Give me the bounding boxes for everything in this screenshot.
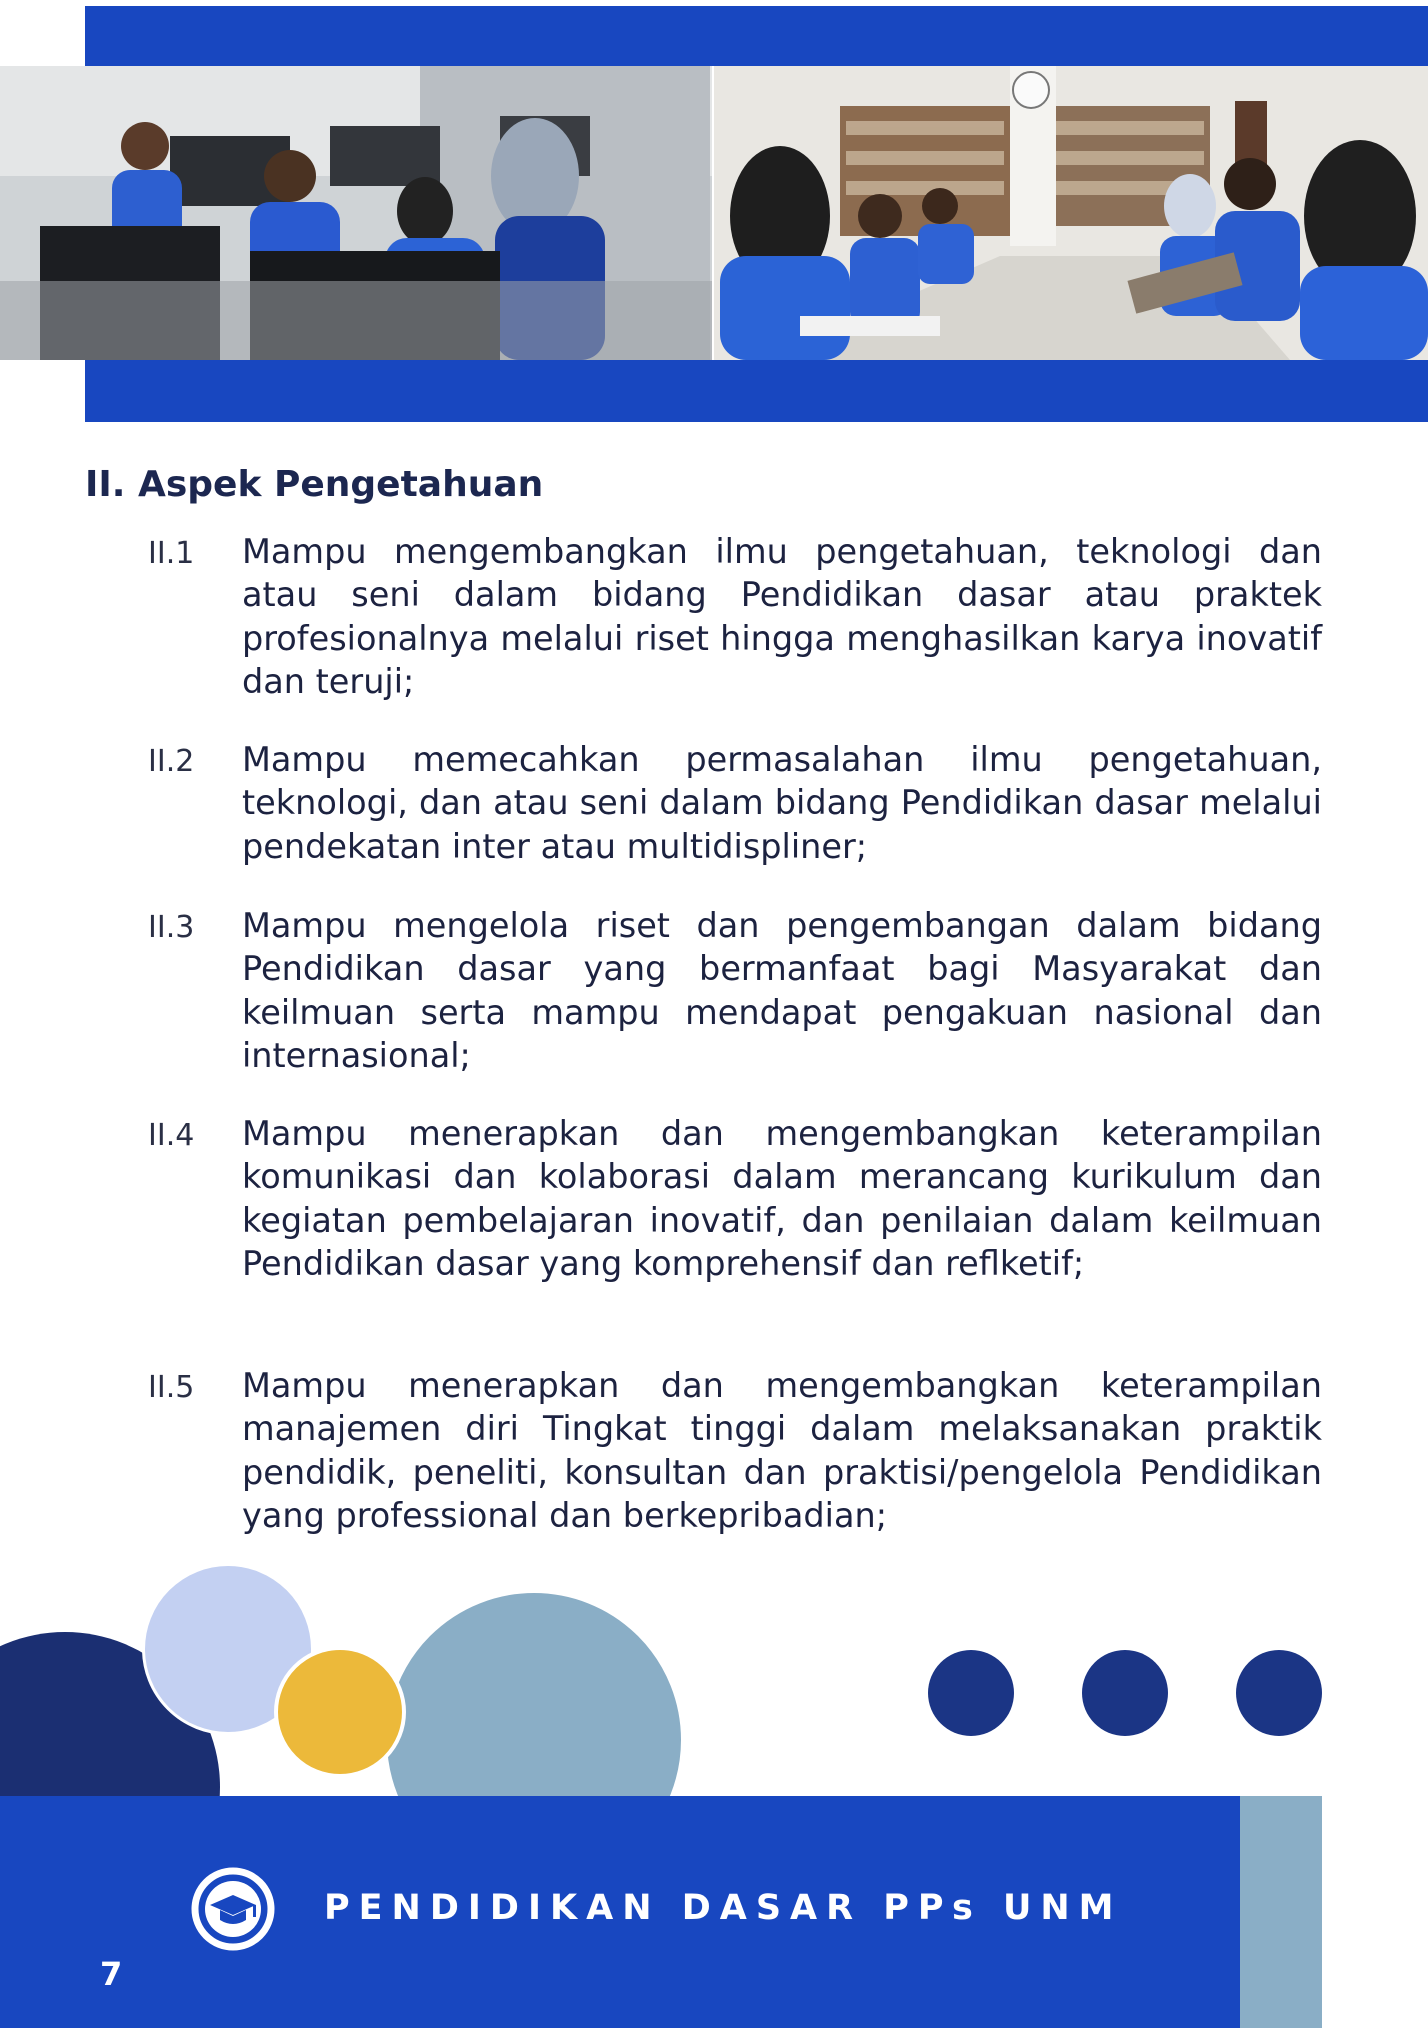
header-photos	[0, 66, 1428, 360]
banner-bottom-bar	[85, 360, 1428, 422]
item-text: Mampu mengelola riset dan pengembangan dalam bidang Pendidikan dasar yang bermanfaat bagi Masyarakat dan keilmuan serta mampu mendapat pengakuan nasional dan internasional;	[242, 906, 1322, 1075]
item-number: II.2	[148, 744, 195, 779]
item-text: Mampu memecahkan permasalahan ilmu pengetahuan, teknologi, dan atau seni dalam bidang Pendidikan dasar melalui pendekatan inter atau multidispliner;	[242, 740, 1322, 866]
item-text: Mampu menerapkan dan mengembangkan keterampilan komunikasi dan kolaborasi dalam merancang kurikulum dan kegiatan pembelajaran inovatif, dan penilaian dalam keilmuan Pendidikan dasar yang komprehensif dan reflketif;	[242, 1114, 1322, 1283]
item-number: II.5	[148, 1370, 195, 1405]
library-study-photo	[714, 66, 1428, 360]
item-number: II.4	[148, 1118, 195, 1153]
computer-lab-photo	[0, 66, 712, 360]
item-number: II.1	[148, 536, 195, 571]
footer-side-block	[1240, 1796, 1322, 2028]
section-title: II. Aspek Pengetahuan	[85, 464, 544, 505]
decor-circle-gold	[274, 1646, 406, 1778]
header-photo-collage	[0, 66, 1428, 360]
footer-title: PENDIDIKAN DASAR PPs UNM	[324, 1888, 1123, 1928]
item-number: II.3	[148, 910, 195, 945]
graduation-cap-icon	[190, 1866, 276, 1952]
top-banner-bar	[85, 6, 1428, 66]
decor-dot	[1236, 1650, 1322, 1736]
page-number: 7	[100, 1955, 123, 1993]
decor-dot	[1082, 1650, 1168, 1736]
item-text: Mampu mengembangkan ilmu pengetahuan, teknologi dan atau seni dalam bidang Pendidikan dasar atau praktek profesionalnya melalui riset hingga menghasilkan karya inovatif dan teruji;	[242, 532, 1322, 701]
decor-dot	[928, 1650, 1014, 1736]
item-text: Mampu menerapkan dan mengembangkan keterampilan manajemen diri Tingkat tinggi dalam melaksanakan praktik pendidik, peneliti, konsultan dan praktisi/pengelola Pendidikan yang professional dan berkepribadian;	[242, 1366, 1322, 1535]
